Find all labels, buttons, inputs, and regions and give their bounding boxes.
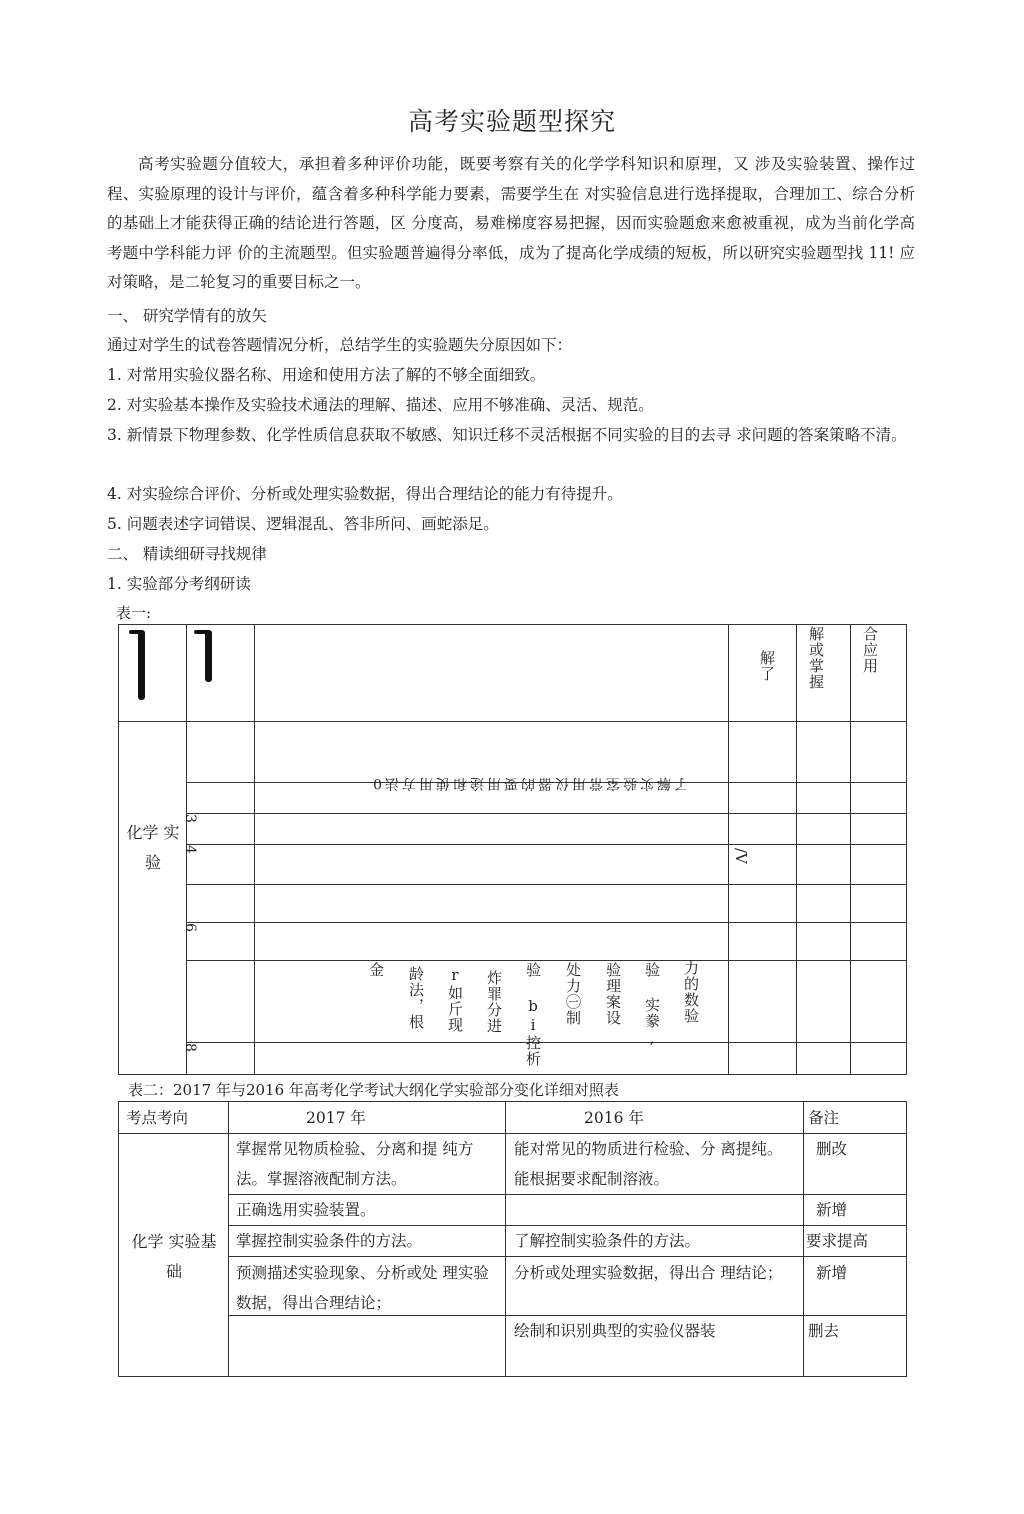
bottom-col-text: 验 实豢, (643, 962, 661, 1048)
bracket-mark (129, 630, 143, 634)
cell-2017: 掌握常见物质检验、分离和提 纯方法。掌握溶液配制方法。 (236, 1140, 474, 1188)
cell-note: 删去 (808, 1322, 840, 1340)
bracket-mark (138, 630, 145, 700)
row-number: 4 (182, 845, 198, 854)
table1-row-label: 化学 实验 (126, 823, 180, 872)
header-2017: 2017 年 (306, 1109, 366, 1127)
bottom-col-text: 金 (367, 962, 385, 978)
list-item: 5. 问题表述字词错误、逻辑混乱、答非所问、画蛇添足。 (107, 515, 499, 533)
intro-paragraph: 高考实验题分值较大，承担着多种评价功能，既要考察有关的化学学科知识和原理，又 涉及实验装置、操作过程、实验原理的设计与评价，蕴含着多种科学能力要素，需要学生在 对实验信息进行选择提取，合理加工、综合分析的基础上才能获得正确的结论进行答题，区 分度高，易难梯度容易把握，因而实验题愈来愈被重视，成为当前化学高考题中学科能力评 价的主流题型。但实验题普遍得分率低，成为了提高化学成绩的短板，所以研究实验题型找 11! 应对策略，是二轮复习的重要目标之一。 (107, 155, 915, 291)
bottom-col-text: 验理案设 (604, 962, 622, 1026)
table2-group-label: 化学 实验基础 (131, 1232, 217, 1281)
list-item: 2. 对实验基本操作及实验技术通法的理解、描述、应用不够准确、灵活、规范。 (107, 396, 654, 414)
header-understand: 解了 (758, 650, 776, 682)
section1-lead: 通过对学生的试卷答题情况分析，总结学生的实验题失分原因如下： (107, 336, 573, 354)
cell-note: 删改 (816, 1140, 848, 1158)
header-topic: 考点考向 (126, 1109, 189, 1127)
cell-2016: 分析或处理实验数据，得出合 理结论； (514, 1264, 783, 1282)
list-item: 3. 新情景下物理参数、化学性质信息获取不敏感、知识迁移不灵活根据不同实验的目的去寻 求问题的答案策略不清。 (107, 426, 907, 444)
cell-2016: 了解控制实验条件的方法。 (514, 1232, 701, 1250)
mark-text: /V (732, 848, 750, 864)
bracket-mark (194, 630, 210, 634)
cell-2017: 掌握控制实验条件的方法。 (236, 1232, 423, 1250)
bottom-col-text: 炸罪分进 (485, 970, 503, 1034)
page-title: 高考实验题型探究 (407, 107, 616, 136)
bottom-col-text: 处力㊀制 (564, 962, 582, 1026)
list-item: 1. 对常用实验仪器名称、用途和使用方法了解的不够全面细致。 (107, 366, 546, 384)
cell-2016: 能对常见的物质进行检验、分 离提纯。能根据要求配制溶液。 (514, 1140, 783, 1188)
bottom-col-text: 力的数验 (682, 960, 700, 1024)
cell-2017: 预测描述实验现象、分析或处 理实验数据，得出合理结论； (236, 1264, 489, 1312)
cell-2017: 正确选用实验装置。 (236, 1201, 376, 1219)
row-number: 3 (182, 814, 198, 823)
row-number: 8 (182, 1043, 198, 1052)
header-master: 解或掌握 (807, 626, 825, 690)
section2-heading: 二、 精读细研寻找规律 (107, 545, 267, 563)
table1 (118, 624, 907, 1075)
header-2016: 2016 年 (584, 1109, 644, 1127)
bracket-mark (205, 630, 212, 682)
rotated-row-text: 了解实验室常用仪器的要用途和使用方法0 (370, 775, 688, 791)
bottom-col-text: r如斤现 (446, 966, 464, 1033)
cell-2016: 绘制和识别典型的实验仪器装 (514, 1322, 716, 1340)
table1-caption: 表一: (116, 604, 152, 622)
bottom-col-text: 龄法，根 (407, 966, 425, 1030)
cell-note: 新增 (816, 1201, 848, 1219)
table2-caption: 表二：2017 年与2016 年高考化学考试大纲化学实验部分变化详细对照表 (128, 1081, 619, 1099)
row-number: 6 (182, 923, 198, 932)
table2 (118, 1101, 907, 1377)
cell-note: 新增 (816, 1264, 848, 1282)
section2-subheading: 1. 实验部分考纲研读 (107, 575, 251, 593)
bottom-col-text: 验 bi控析 (524, 962, 542, 1067)
list-item: 4. 对实验综合评价、分析或处理实验数据，得出合理结论的能力有待提升。 (107, 485, 623, 503)
header-apply: 合应用 (861, 626, 879, 674)
cell-note: 要求提高 (806, 1232, 869, 1250)
header-note: 备注 (808, 1109, 840, 1127)
section1-heading: 一、 研究学情有的放矢 (107, 307, 267, 325)
